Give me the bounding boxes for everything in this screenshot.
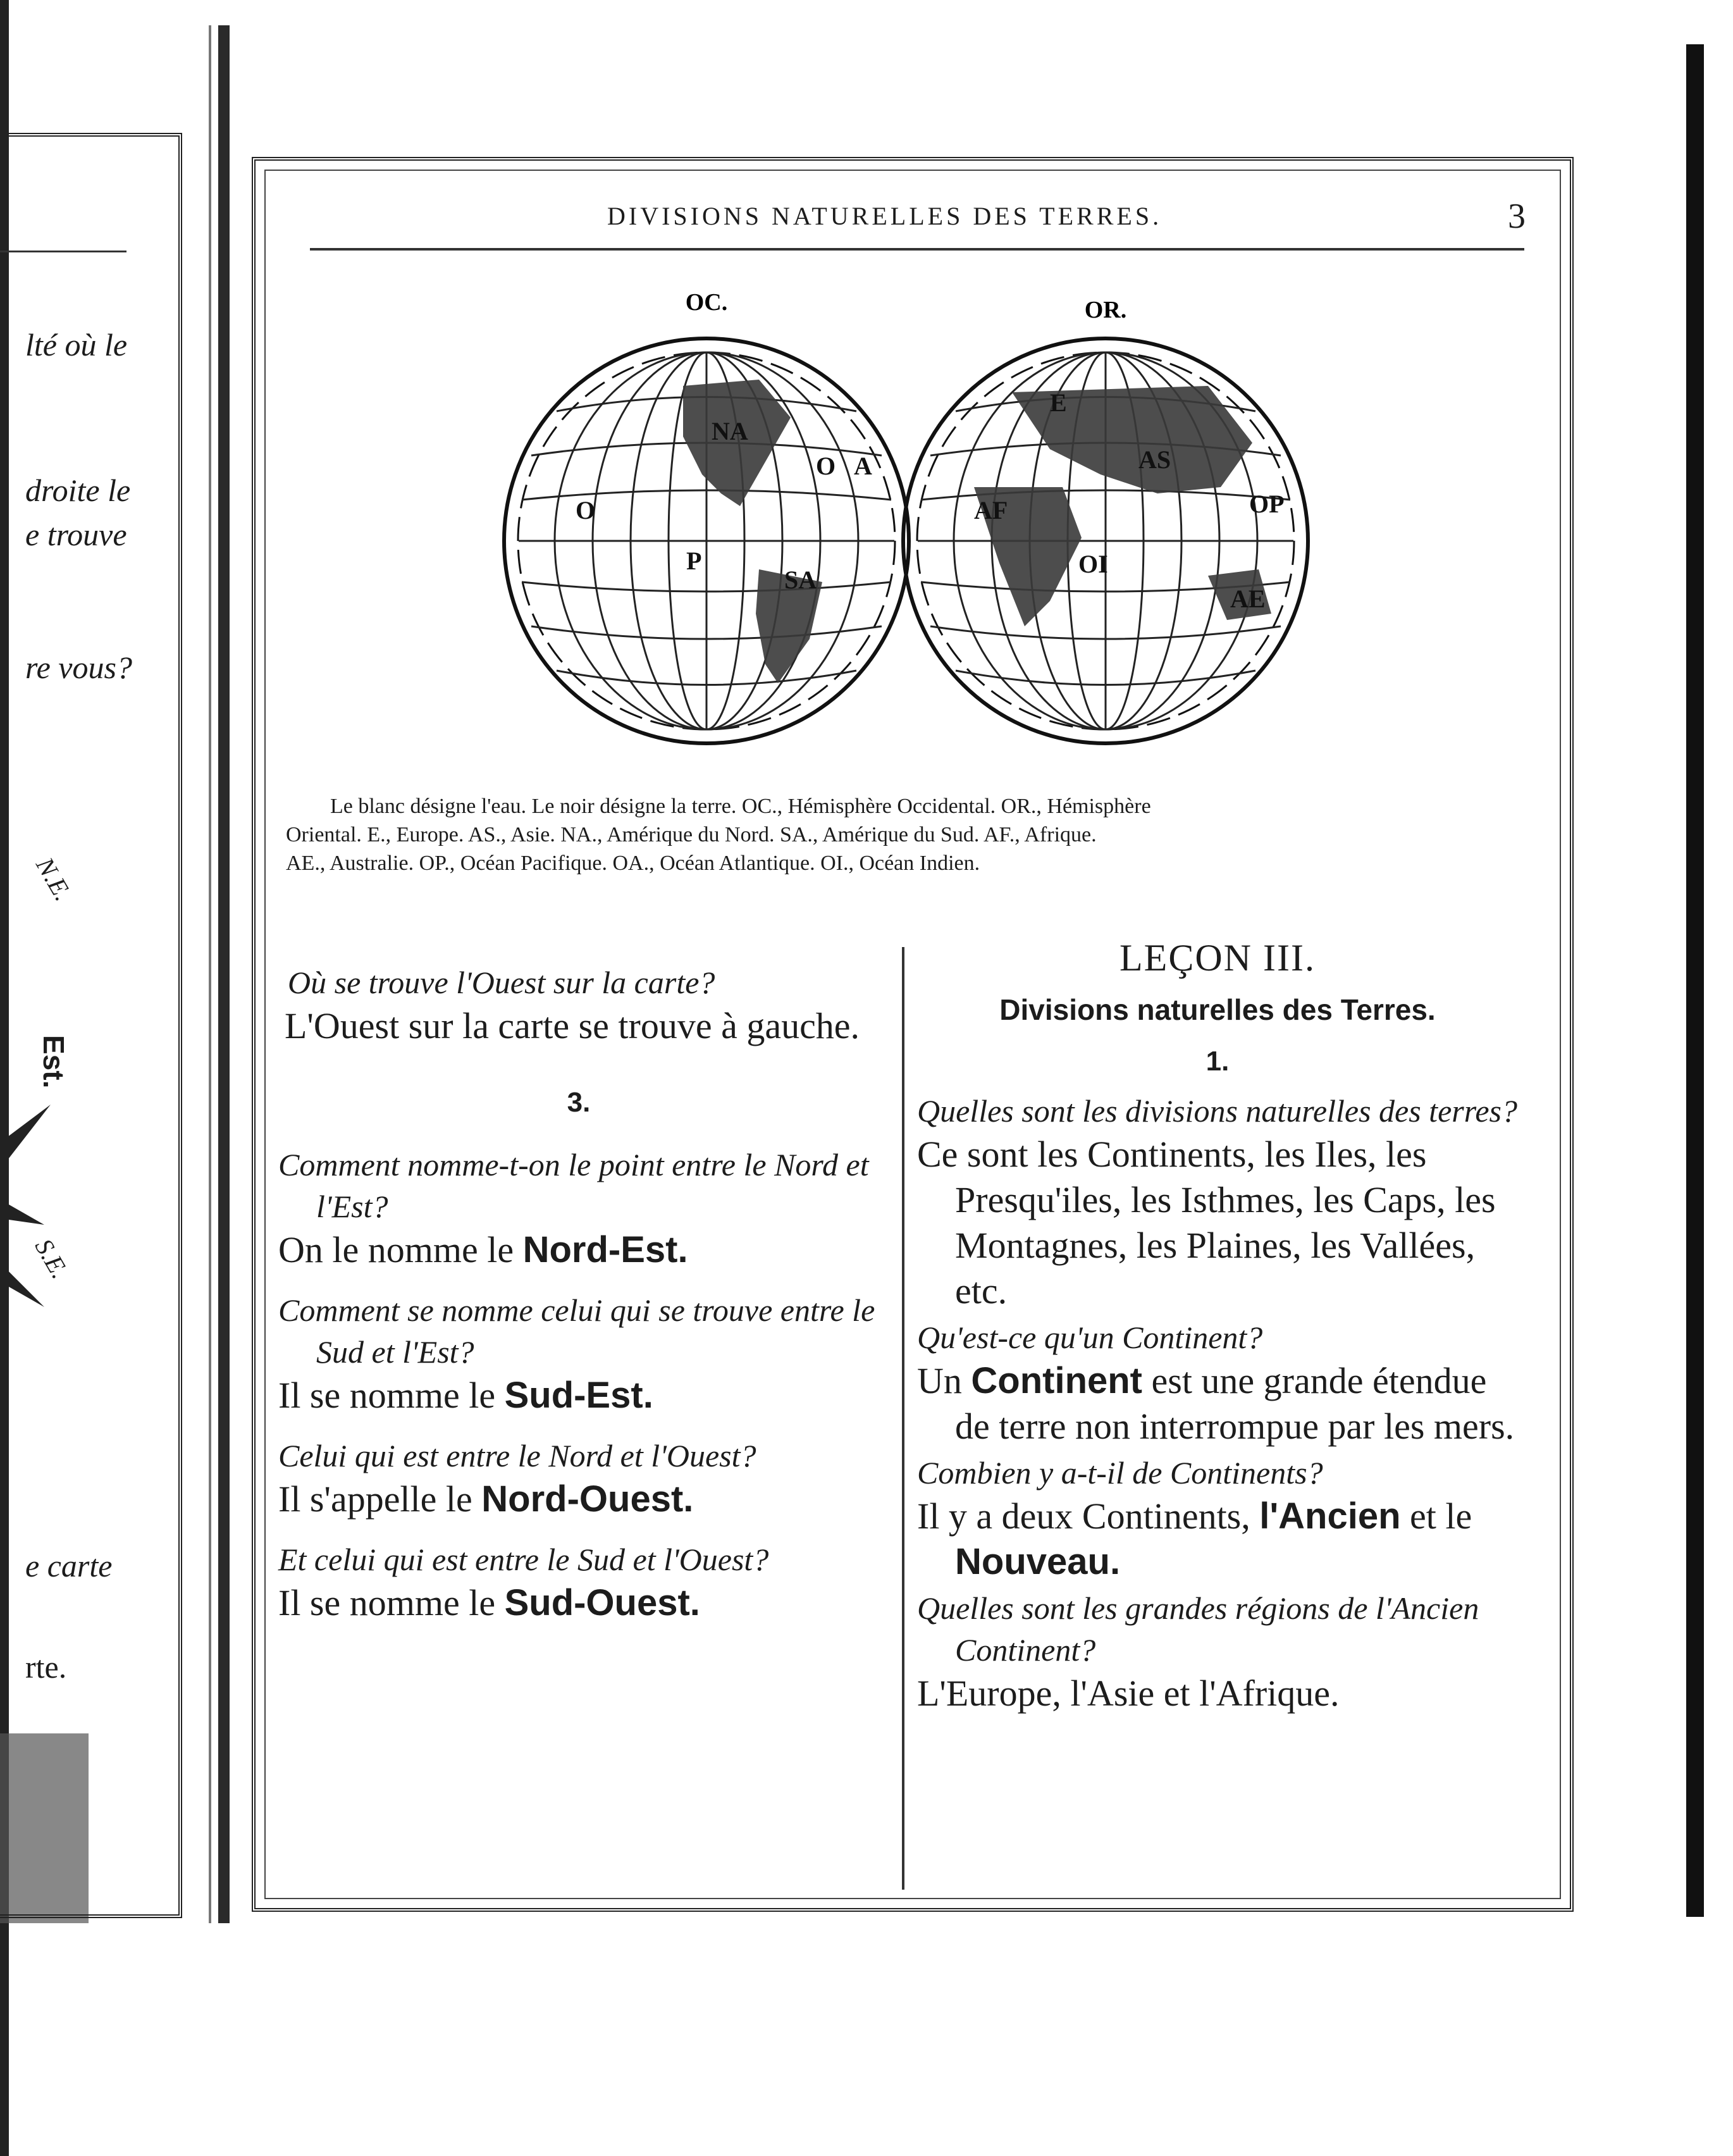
answer-text: Il s'appelle le <box>278 1478 482 1520</box>
answer: L'Ouest sur la carte se trouve à gauche. <box>285 1005 860 1046</box>
facing-page-line: e trouve <box>25 517 127 552</box>
western-hemisphere-label: OC. <box>685 289 728 316</box>
facing-page-line: rte. <box>25 1649 67 1685</box>
header-rule <box>310 248 1524 251</box>
map-letter: AE <box>1230 585 1266 613</box>
map-caption <box>286 792 1526 877</box>
map-letter: E <box>1050 388 1067 417</box>
western-hemisphere <box>504 338 909 743</box>
compass-se-label: S.E. <box>29 1234 75 1284</box>
eastern-hemisphere <box>903 338 1308 743</box>
question: Qu'est-ce qu'un Continent? <box>917 1320 1263 1355</box>
question: Celui qui est entre le Nord et l'Ouest? <box>278 1438 756 1473</box>
question: Combien y a-t-il de Continents? <box>917 1455 1323 1490</box>
answer-term: Nord-Ouest. <box>481 1478 694 1520</box>
map-letter: O <box>576 496 596 524</box>
facing-page-rule <box>0 251 126 252</box>
running-head: DIVISIONS NATURELLES DES TERRES. <box>607 202 1163 230</box>
answer-term: Nord-Est. <box>522 1229 688 1270</box>
answer-text: Il y a deux Continents, <box>917 1496 1260 1537</box>
map-letter: OP <box>1249 490 1285 518</box>
answer-text: Il se nomme le <box>278 1375 505 1416</box>
map-letter: AS <box>1138 445 1171 474</box>
answer-term: l'Ancien <box>1259 1496 1401 1537</box>
compass-east-label: Est. <box>37 1035 70 1089</box>
gutter-line <box>209 25 211 1923</box>
map-letter: OI <box>1078 550 1108 578</box>
question: Comment se nomme celui qui se trouve entre le Sud et l'Est? <box>278 1292 875 1370</box>
answer <box>278 1227 879 1273</box>
question: Quelles sont les divisions naturelles des terres? <box>917 1093 1517 1129</box>
map-letter: SA <box>784 566 817 594</box>
answer <box>917 1358 1518 1449</box>
section-number: 1. <box>1206 1046 1230 1077</box>
answer <box>278 1477 879 1522</box>
left-column <box>278 962 879 1626</box>
answer-term: Continent <box>971 1360 1142 1401</box>
page-right-edge <box>1686 44 1704 1917</box>
answer-text: et le <box>1400 1496 1472 1537</box>
answer-text: Un <box>917 1360 971 1401</box>
question: Où se trouve l'Ouest sur la carte? <box>288 965 715 1000</box>
answer <box>278 1373 879 1418</box>
question: Et celui qui est entre le Sud et l'Ouest? <box>278 1542 769 1577</box>
answer-term: Sud-Ouest. <box>504 1582 700 1623</box>
answer-text: On le nomme le <box>278 1229 523 1270</box>
answer-text: Il se nomme le <box>278 1582 505 1623</box>
column-divider <box>902 947 904 1890</box>
map-letter: P <box>686 547 702 575</box>
world-hemispheres-map <box>493 285 1316 772</box>
facing-page-line: re vous? <box>25 650 132 685</box>
facing-page-line: droite le <box>25 473 131 508</box>
answer <box>278 1580 879 1626</box>
answer <box>917 1494 1518 1585</box>
lesson-subtitle: Divisions naturelles des Terres. <box>999 993 1436 1026</box>
caption-line: Oriental. E., Europe. AS., Asie. NA., Amérique du Nord. SA., Amérique du Sud. AF., Afrique. <box>286 823 1097 846</box>
map-letter: NA <box>712 417 748 445</box>
question: Quelles sont les grandes régions de l'Ancien Continent? <box>917 1590 1479 1668</box>
lesson-title: LEÇON III. <box>1119 937 1316 979</box>
map-letter: AF <box>974 496 1008 524</box>
section-number: 3. <box>567 1087 591 1118</box>
compass-ne-label: N.E. <box>30 852 78 906</box>
caption-line: AE., Australie. OP., Océan Pacifique. OA., Océan Atlantique. OI., Océan Indien. <box>286 852 980 875</box>
facing-page-line: lté où le <box>25 327 128 362</box>
map-letter: O <box>816 452 836 480</box>
eastern-hemisphere-label: OR. <box>1084 297 1127 323</box>
answer: L'Europe, l'Asie et l'Afrique. <box>917 1673 1340 1714</box>
answer-term: Nouveau. <box>955 1541 1121 1582</box>
question: Comment nomme-t-on le point entre le Nord et l'Est? <box>278 1147 869 1224</box>
facing-page-line: e carte <box>25 1548 113 1583</box>
answer-text: est une grande étendue de terre non interrompue par les mers. <box>955 1360 1515 1447</box>
page-gutter <box>218 25 230 1923</box>
page-number: 3 <box>1508 197 1526 236</box>
answer: Ce sont les Continents, les Iles, les Presqu'iles, les Isthmes, les Caps, les Montagnes, les Plaines, les Vallées, etc. <box>917 1134 1496 1311</box>
compass-rose-fragment <box>0 1073 57 1326</box>
right-column <box>917 936 1518 1716</box>
caption-line: Le blanc désigne l'eau. Le noir désigne la terre. OC., Hémisphère Occidental. OR., Hémisphère <box>330 795 1151 818</box>
facing-page-fragment <box>0 133 182 1918</box>
map-letter: A <box>854 452 872 480</box>
answer-term: Sud-Est. <box>504 1375 653 1416</box>
